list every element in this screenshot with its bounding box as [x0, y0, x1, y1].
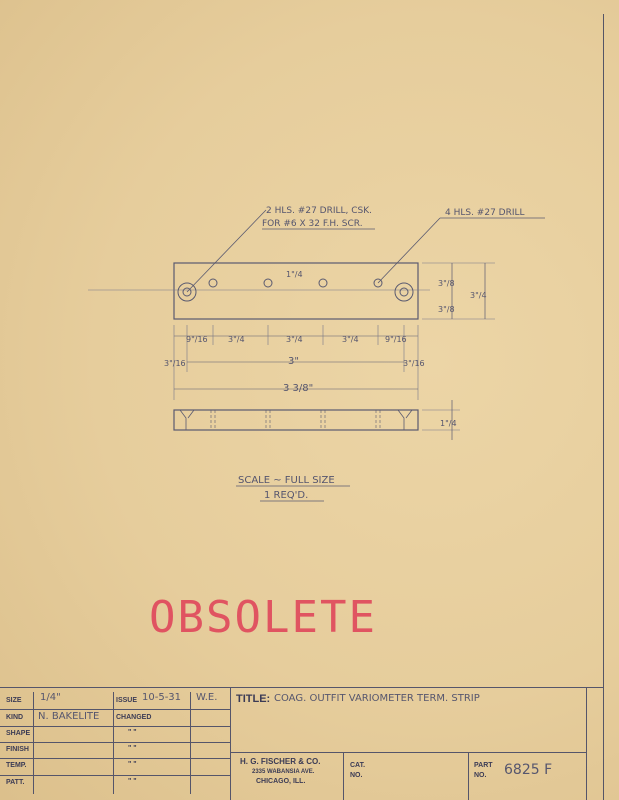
tb-row-line-2 [0, 726, 230, 727]
tb-row-line-4 [0, 758, 230, 759]
company-city: CHICAGO, ILL. [256, 778, 306, 785]
scale-note: SCALE ~ FULL SIZE [238, 475, 335, 486]
dim-3-4-1: 3"/4 [228, 335, 245, 344]
title-value: COAG. OUTFIT VARIOMETER TERM. STRIP [274, 693, 480, 704]
ditto-temp: " " [128, 761, 137, 768]
tb-row-line-1 [0, 709, 230, 710]
shape-label: SHAPE [6, 730, 31, 737]
part-label: PART [474, 762, 493, 769]
drill-hole-3 [319, 279, 327, 287]
tb-row-line-5 [0, 775, 230, 776]
part-no-label: NO. [474, 772, 487, 779]
dim-3-3-8: 3 3/8" [283, 383, 314, 394]
issue-initials: W.E. [196, 692, 218, 703]
patt-label: PATT. [6, 779, 25, 786]
ditto-patt: " " [128, 778, 137, 785]
dim-3-4-height: 3"/4 [470, 291, 487, 300]
tb-col-3 [190, 692, 191, 794]
tb-col-2 [113, 692, 114, 794]
part-value: 6825 F [504, 762, 553, 778]
hidden-holes [211, 410, 380, 430]
tb-col-7 [586, 687, 587, 800]
dim-3-16-left: 3"/16 [164, 359, 186, 368]
csk-section-left [180, 410, 194, 430]
dim-thickness: 1"/4 [440, 419, 457, 428]
tb-top-line [0, 687, 604, 688]
req-note: 1 REQ'D. [264, 490, 309, 501]
dim-3-4-3: 3"/4 [342, 335, 359, 344]
issue-value: 10-5-31 [142, 692, 182, 703]
ditto-shape: " " [128, 729, 137, 736]
leader-left [187, 210, 266, 292]
tb-col-6 [468, 752, 469, 800]
kind-label: KIND [6, 714, 24, 721]
ditto-finish: " " [128, 745, 137, 752]
temp-label: TEMP. [6, 762, 27, 769]
callout-right: 4 HLS. #27 DRILL [445, 208, 525, 218]
issue-label: ISSUE [116, 697, 138, 704]
leader-right [378, 218, 440, 283]
tb-lower-line [230, 752, 586, 753]
kind-value: N. BAKELITE [38, 711, 100, 722]
company-address: 2335 WABANSIA AVE. [252, 769, 315, 775]
drill-hole-2 [264, 279, 272, 287]
csk-hole-right [395, 283, 413, 301]
dim-9-16-left: 9"/16 [186, 335, 208, 344]
csk-section-right [398, 410, 412, 430]
dim-3-16-right: 3"/16 [403, 359, 425, 368]
obsolete-stamp: OBSOLETE [149, 592, 377, 643]
csk-hole-right-inner [400, 288, 408, 296]
size-value: 1/4" [40, 692, 61, 703]
title-label: TITLE: [236, 693, 271, 705]
cat-label: CAT. [350, 762, 366, 769]
tb-row-line-3 [0, 742, 230, 743]
callout-left-line2: FOR #6 X 32 F.H. SCR. [262, 219, 363, 229]
dim-quarter-center: 1"/4 [286, 270, 303, 279]
changed-label: CHANGED [116, 714, 152, 721]
finish-label: FINISH [6, 746, 29, 753]
tb-col-1 [33, 692, 34, 794]
tb-col-5 [343, 752, 344, 800]
drill-hole-1 [209, 279, 217, 287]
dim-9-16-right: 9"/16 [385, 335, 407, 344]
dim-3-4-2: 3"/4 [286, 335, 303, 344]
company-name: H. G. FISCHER & CO. [240, 757, 321, 766]
dim-3in: 3" [288, 356, 299, 367]
dim-3-8-a: 3"/8 [438, 279, 455, 288]
strip-side-view [174, 410, 418, 430]
size-label: SIZE [6, 697, 22, 704]
cat-no-label: NO. [350, 772, 363, 779]
tb-col-4 [230, 687, 231, 800]
callout-left-line1: 2 HLS. #27 DRILL, CSK. [266, 206, 373, 216]
dim-3-8-b: 3"/8 [438, 305, 455, 314]
